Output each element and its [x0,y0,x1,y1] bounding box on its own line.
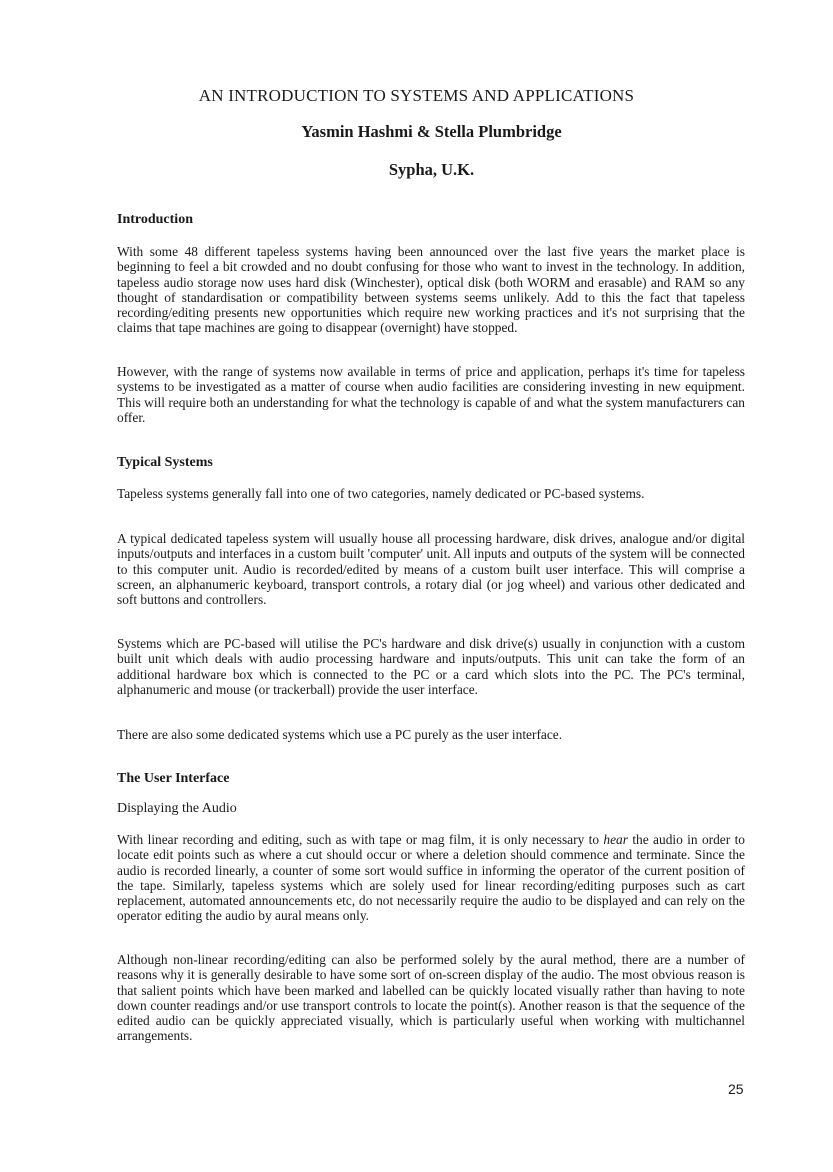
typical-systems-paragraph-2: A typical dedicated tapeless system will usually house all processing hardware, disk drives, analogue and/or digital inputs/outputs and interfaces in a custom built 'computer' unit. All inputs and outputs of the system will be connected to this computer unit. Audio is recorded/edited by means of a custom built user interface. This will comprise a screen, an alphanumeric keyboard, transport controls, a rotary dial (or jog wheel) and various other dedicated and soft buttons and controllers. [117,531,745,608]
typical-systems-paragraph-4: There are also some dedicated systems which use a PC purely as the user interface. [117,727,563,742]
subsection-heading-displaying-audio: Displaying the Audio [117,801,237,816]
paper-affiliation: Sypha, U.K. [388,160,475,179]
user-interface-paragraph-2: Although non-linear recording/editing can also be performed solely by the aural method, there are a number of reasons why it is generally desirable to have some sort of on-screen display of the audio. The most obvious reason is that salient points which have been marked and labelled can be quickly located visually rather than having to note down counter readings and/or use transport controls to locate the point(s). Another reason is that the sequence of the edited audio can be quickly appreciated visually, which is particularly useful when working with multichannel arrangements. [117,952,745,1044]
section-heading-typical-systems: Typical Systems [117,455,213,470]
section-heading-introduction: Introduction [117,212,193,227]
paper-authors: Yasmin Hashmi & Stella Plumbridge [301,122,562,141]
emphasized-word: hear [603,832,628,847]
typical-systems-paragraph-3: Systems which are PC-based will utilise the PC's hardware and disk drive(s) usually in conjunction with a custom built unit which deals with audio processing hardware and inputs/outputs. This unit can take the form of an additional hardware box which is connected to the PC or a card which slots into the PC. The PC's terminal, alphanumeric and mouse (or trackerball) provide the user interface. [117,636,745,697]
text-run: the audio in order to locate edit points such as where a cut should occur or where a deletion should commence and terminate. Since the audio is recorded linearly, a counter of some sort would suffice in informing the operator of the current position of the tape. Similarly, tapeless systems which are solely used for linear recording/editing purposes such as cart replacement, automated announcements etc, do not necessarily require the audio to be displayed and can rely on the operator editing the audio by aural means only. [117,832,745,924]
introduction-paragraph-1: With some 48 different tapeless systems having been announced over the last five years the market place is beginning to feel a bit crowded and no doubt confusing for those who want to invest in the technology. In addition, tapeless audio storage now uses hard disk (Winchester), optical disk (both WORM and erasable) and RAM so any thought of standardisation or compatibility between systems seems unlikely. Add to this the fact that tapeless recording/editing presents new opportunities which require new working practices and it's not surprising that the claims that tape machines are going to disappear (overnight) have stopped. [117,244,745,336]
paper-title: AN INTRODUCTION TO SYSTEMS AND APPLICATIONS [198,86,635,105]
user-interface-paragraph-1 [117,832,745,924]
section-heading-user-interface: The User Interface [117,771,230,786]
introduction-paragraph-2: However, with the range of systems now available in terms of price and application, perhaps it's time for tapeless systems to be investigated as a matter of course when audio facilities are considering investing in new equipment. This will require both an understanding for what the technology is capable of and what the system manufacturers can offer. [117,364,745,425]
page-number: 25 [728,1081,744,1097]
typical-systems-paragraph-1: Tapeless systems generally fall into one of two categories, namely dedicated or PC-based systems. [117,486,645,501]
text-run: With linear recording and editing, such as with tape or mag film, it is only necessary to [117,832,604,847]
